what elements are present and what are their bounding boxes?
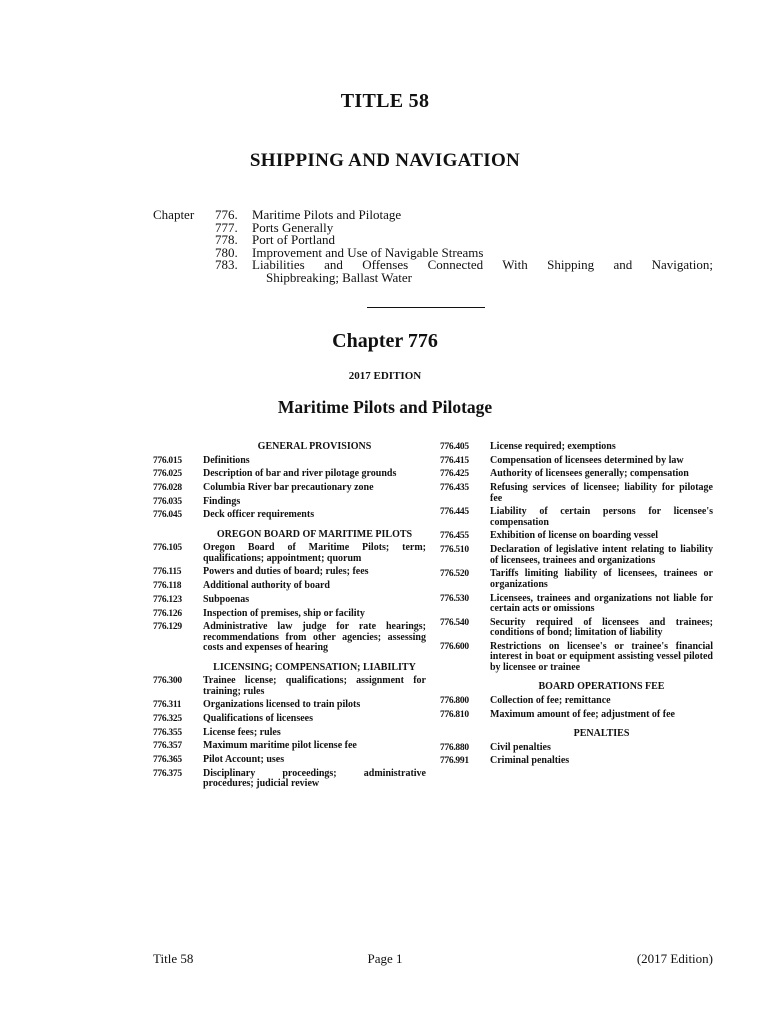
section-description: Compensation of licensees determined by law [490, 454, 684, 466]
chapter-label: Chapter [153, 207, 195, 222]
section-number: 776.045 [153, 510, 182, 521]
chapter-number: 778. [215, 232, 238, 248]
section-description: Organizations licensed to train pilots [203, 699, 361, 711]
section-description: Description of bar and river pilotage grounds [203, 468, 397, 480]
toc-entry [440, 483, 713, 504]
section-description: Refusing services of licensee; liability for pilotage fee [490, 482, 713, 504]
footer-edition: (2017 Edition) [636, 951, 713, 966]
edition-label: 2017 EDITION [348, 370, 422, 382]
toc-entry [440, 545, 713, 566]
section-number: 776.015 [153, 455, 182, 466]
footer-title: Title 58 [153, 951, 194, 966]
chapter-number: 777. [215, 219, 238, 235]
section-number: 776.405 [440, 442, 469, 452]
toc-entry [440, 696, 713, 707]
toc-entry [153, 609, 426, 620]
chapter-number: 783. [215, 257, 238, 273]
section-description: Oregon Board of Maritime Pilots; term; qualifications; appointment; quorum [203, 542, 426, 564]
chapter-title-continuation: Shipbreaking; Ballast Water [266, 270, 413, 285]
section-group-heading: GENERAL PROVISIONS [257, 441, 372, 452]
chapter-title: Liabilities and Offenses Connected With Shipping and Navigation; [252, 257, 713, 273]
section-description: Authority of licensees generally; compensation [490, 468, 689, 480]
section-description: License required; exemptions [490, 441, 616, 452]
toc-entry [153, 676, 426, 697]
section-number: 776.991 [440, 756, 469, 767]
section-number: 776.530 [440, 593, 469, 604]
section-description: Maximum maritime pilot license fee [203, 740, 357, 752]
section-group-heading: PENALTIES [573, 728, 630, 740]
section-number: 776.105 [153, 543, 182, 554]
toc-entry [440, 456, 713, 467]
section-number: 776.035 [153, 496, 182, 507]
section-group-heading: BOARD OPERATIONS FEE [538, 681, 665, 693]
section-description: Security required of licensees and trainees; conditions of bond; limitation of liability [490, 616, 713, 639]
section-divider [367, 307, 485, 308]
toc-entry [153, 755, 426, 766]
toc-entry [153, 510, 426, 521]
chapter-title: Port of Portland [252, 232, 336, 248]
toc-entry [153, 497, 426, 508]
footer-page-number: Page 1 [367, 951, 403, 966]
title-subheading: SHIPPING AND NAVIGATION [249, 150, 521, 171]
section-number: 776.375 [153, 768, 182, 779]
toc-entry [440, 569, 713, 590]
section-description: Criminal penalties [490, 755, 570, 767]
title-heading: TITLE 58 [340, 90, 430, 112]
section-description: Restrictions on licensee's or trainee's financial interest in boat or equipment assisting vessel piloted by licensee or trainee [490, 640, 713, 673]
chapter-number: 776. [215, 207, 238, 222]
section-number: 776.435 [440, 483, 469, 494]
section-description: Columbia River bar precautionary zone [203, 481, 374, 493]
chapter-number: 780. [215, 244, 238, 260]
toc-entry [153, 741, 426, 752]
chapter-title: Ports Generally [252, 219, 334, 235]
toc-entry [440, 469, 713, 480]
toc-entry [153, 483, 426, 494]
section-number: 776.126 [153, 608, 182, 619]
toc-entry [440, 594, 713, 615]
toc-entry [440, 710, 713, 721]
toc-entry [153, 769, 426, 790]
section-number: 776.520 [440, 569, 469, 580]
section-number: 776.445 [440, 507, 469, 518]
section-number: 776.025 [153, 469, 182, 480]
section-description: Trainee license; qualifications; assignment for training; rules [203, 675, 426, 697]
toc-entry [440, 618, 713, 639]
chapter-name: Maritime Pilots and Pilotage [277, 397, 493, 417]
section-description: License fees; rules [203, 726, 281, 738]
section-description: Civil penalties [490, 741, 551, 753]
toc-entry [153, 714, 426, 725]
section-description: Deck officer requirements [203, 509, 315, 521]
chapter-title: Maritime Pilots and Pilotage [252, 207, 402, 222]
toc-entry [440, 642, 713, 674]
toc-entry [440, 442, 713, 453]
section-description: Tariffs limiting liability of licensees, trainees or organizations [490, 568, 713, 590]
section-number: 776.880 [440, 742, 469, 753]
section-number: 776.300 [153, 676, 182, 687]
section-number: 776.455 [440, 531, 469, 542]
section-number: 776.028 [153, 482, 182, 493]
section-number: 776.540 [440, 617, 469, 628]
section-description: Collection of fee; remittance [490, 694, 611, 706]
right-column [440, 442, 713, 770]
section-description: Declaration of legislative intent relating to liability of licensees, trainees and organizations [490, 544, 713, 566]
section-number: 776.129 [153, 622, 182, 633]
toc-entry [440, 756, 713, 767]
toc-entry [153, 567, 426, 578]
section-description: Administrative law judge for rate hearings; recommendations from other agencies; assessing costs and expenses of hearing [203, 621, 426, 654]
chapter-title: Improvement and Use of Navigable Streams [252, 244, 484, 260]
section-number: 776.123 [153, 594, 182, 605]
section-number: 776.365 [153, 755, 182, 766]
section-description: Additional authority of board [203, 580, 330, 592]
section-description: Pilot Account; uses [203, 754, 285, 766]
section-number: 776.311 [153, 700, 182, 711]
section-group-heading: LICENSING; COMPENSATION; LIABILITY [213, 661, 416, 673]
toc-entry [153, 581, 426, 592]
section-description: Disciplinary proceedings; administrative procedures; judicial review [203, 767, 426, 790]
section-number: 776.415 [440, 455, 469, 466]
section-description: Powers and duties of board; rules; fees [203, 566, 369, 578]
section-description: Exhibition of license on boarding vessel [490, 530, 659, 542]
section-number: 776.510 [440, 545, 469, 556]
section-number: 776.600 [440, 641, 469, 652]
section-number: 776.325 [153, 714, 182, 725]
section-number: 776.118 [153, 581, 182, 592]
section-description: Findings [203, 495, 241, 507]
section-description: Inspection of premises, ship or facility [203, 607, 365, 619]
toc-entry [153, 622, 426, 654]
left-column [153, 442, 426, 793]
section-number: 776.115 [153, 567, 182, 578]
toc-entry [153, 595, 426, 606]
section-description: Qualifications of licensees [203, 713, 313, 725]
section-description: Liability of certain persons for licensee's compensation [490, 506, 713, 528]
section-description: Subpoenas [203, 593, 250, 605]
toc-entry [440, 507, 713, 528]
section-number: 776.357 [153, 741, 182, 752]
section-description: Licensees, trainees and organizations not liable for certain acts or omissions [490, 592, 713, 614]
toc-entry [440, 531, 713, 542]
toc-entry [153, 469, 426, 480]
section-description: Definitions [203, 454, 250, 466]
section-number: 776.800 [440, 695, 469, 706]
toc-entry [153, 728, 426, 739]
toc-entry [153, 456, 426, 467]
section-number: 776.355 [153, 727, 182, 738]
section-description: Maximum amount of fee; adjustment of fee [490, 708, 675, 720]
toc-entry [153, 700, 426, 711]
chapter-heading: Chapter 776 [332, 330, 438, 352]
section-number: 776.425 [440, 469, 469, 480]
section-number: 776.810 [440, 709, 469, 720]
toc-entry [153, 543, 426, 564]
section-group-heading: OREGON BOARD OF MARITIME PILOTS [216, 528, 413, 540]
toc-entry [440, 743, 713, 754]
